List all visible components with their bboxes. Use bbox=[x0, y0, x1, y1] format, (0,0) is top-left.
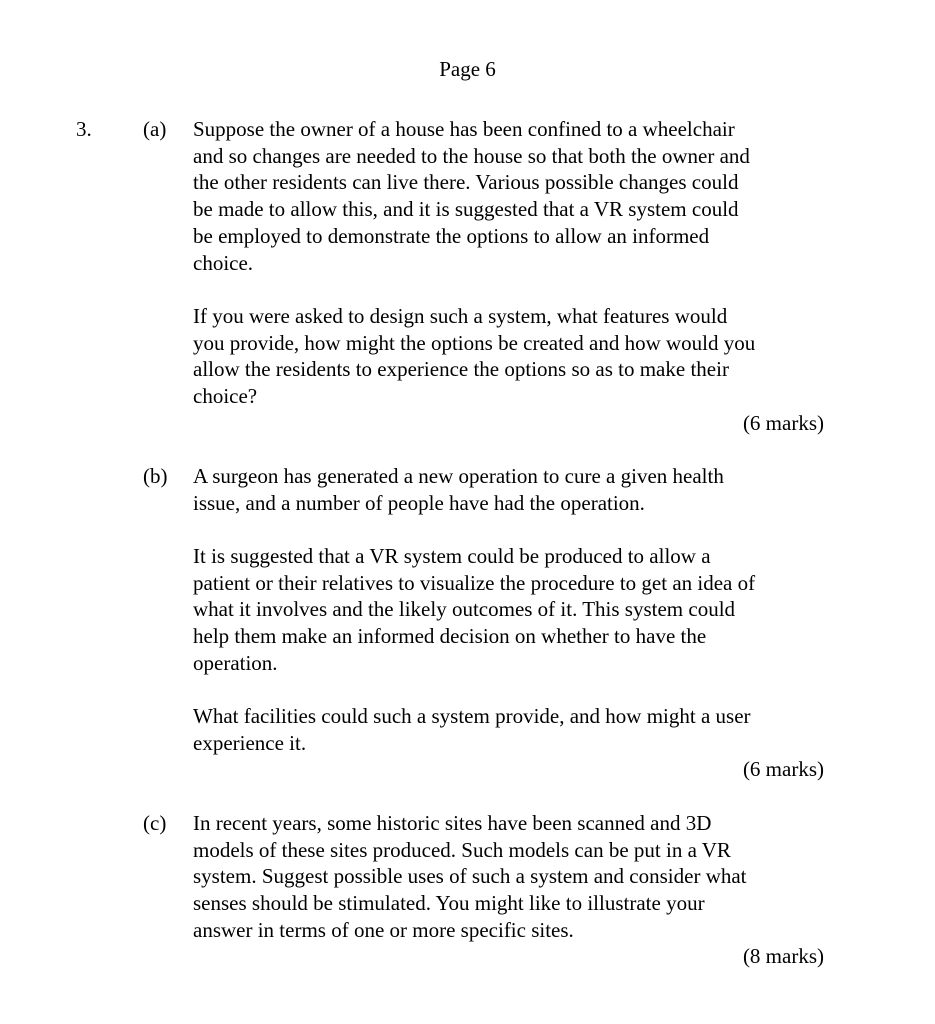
text-line: models of these sites produced. Such models can be put in a VR bbox=[193, 837, 731, 862]
text-line: If you were asked to design such a system, what features would bbox=[193, 304, 728, 328]
text-line: the other residents can live there. Various possible changes could bbox=[193, 170, 739, 195]
part-c-label: (c) bbox=[143, 811, 167, 835]
text-line: choice. bbox=[193, 250, 254, 275]
text-line: patient or their relatives to visualize the procedure to get an idea of bbox=[193, 570, 756, 595]
question-number: 3. bbox=[76, 117, 92, 141]
text-line: be made to allow this, and it is suggested that a VR system could bbox=[193, 197, 739, 222]
text-line: operation. bbox=[193, 650, 278, 675]
part-a-marks: (6 marks) bbox=[742, 411, 824, 435]
part-b-paragraph-2 bbox=[193, 543, 755, 677]
part-c-paragraph-1 bbox=[193, 810, 747, 944]
text-line: choice? bbox=[193, 384, 258, 409]
text-line: Suppose the owner of a house has been confined to a wheelchair bbox=[193, 117, 735, 141]
part-a-label: (a) bbox=[143, 117, 167, 141]
text-line: answer in terms of one or more specific sites. bbox=[193, 917, 574, 942]
part-a-paragraph-1 bbox=[193, 116, 750, 276]
text-line: What facilities could such a system provide, and how might a user bbox=[193, 704, 751, 728]
part-b-paragraph-3 bbox=[193, 703, 751, 756]
text-line: you provide, how might the options be created and how would you bbox=[193, 330, 756, 355]
text-line: system. Suggest possible uses of such a system and consider what bbox=[193, 864, 747, 889]
text-line: help them make an informed decision on whether to have the bbox=[193, 624, 707, 649]
text-line: and so changes are needed to the house so that both the owner and bbox=[193, 143, 750, 168]
text-line: be employed to demonstrate the options to allow an informed bbox=[193, 223, 710, 248]
part-b-label: (b) bbox=[143, 464, 168, 488]
part-b-paragraph-1 bbox=[193, 463, 724, 516]
text-line: It is suggested that a VR system could be produced to allow a bbox=[193, 544, 711, 568]
text-line: what it involves and the likely outcomes of it. This system could bbox=[193, 597, 736, 622]
text-line: In recent years, some historic sites have been scanned and 3D bbox=[193, 811, 712, 835]
text-line: allow the residents to experience the options so as to make their bbox=[193, 357, 729, 382]
page-header: Page 6 bbox=[439, 57, 496, 81]
text-line: A surgeon has generated a new operation to cure a given health bbox=[193, 464, 724, 488]
text-line: experience it. bbox=[193, 730, 307, 755]
text-line: issue, and a number of people have had the operation. bbox=[193, 490, 645, 515]
part-c-marks: (8 marks) bbox=[742, 944, 824, 968]
text-line: senses should be stimulated. You might like to illustrate your bbox=[193, 891, 705, 916]
part-b-marks: (6 marks) bbox=[742, 757, 824, 781]
part-a-paragraph-2 bbox=[193, 303, 755, 410]
